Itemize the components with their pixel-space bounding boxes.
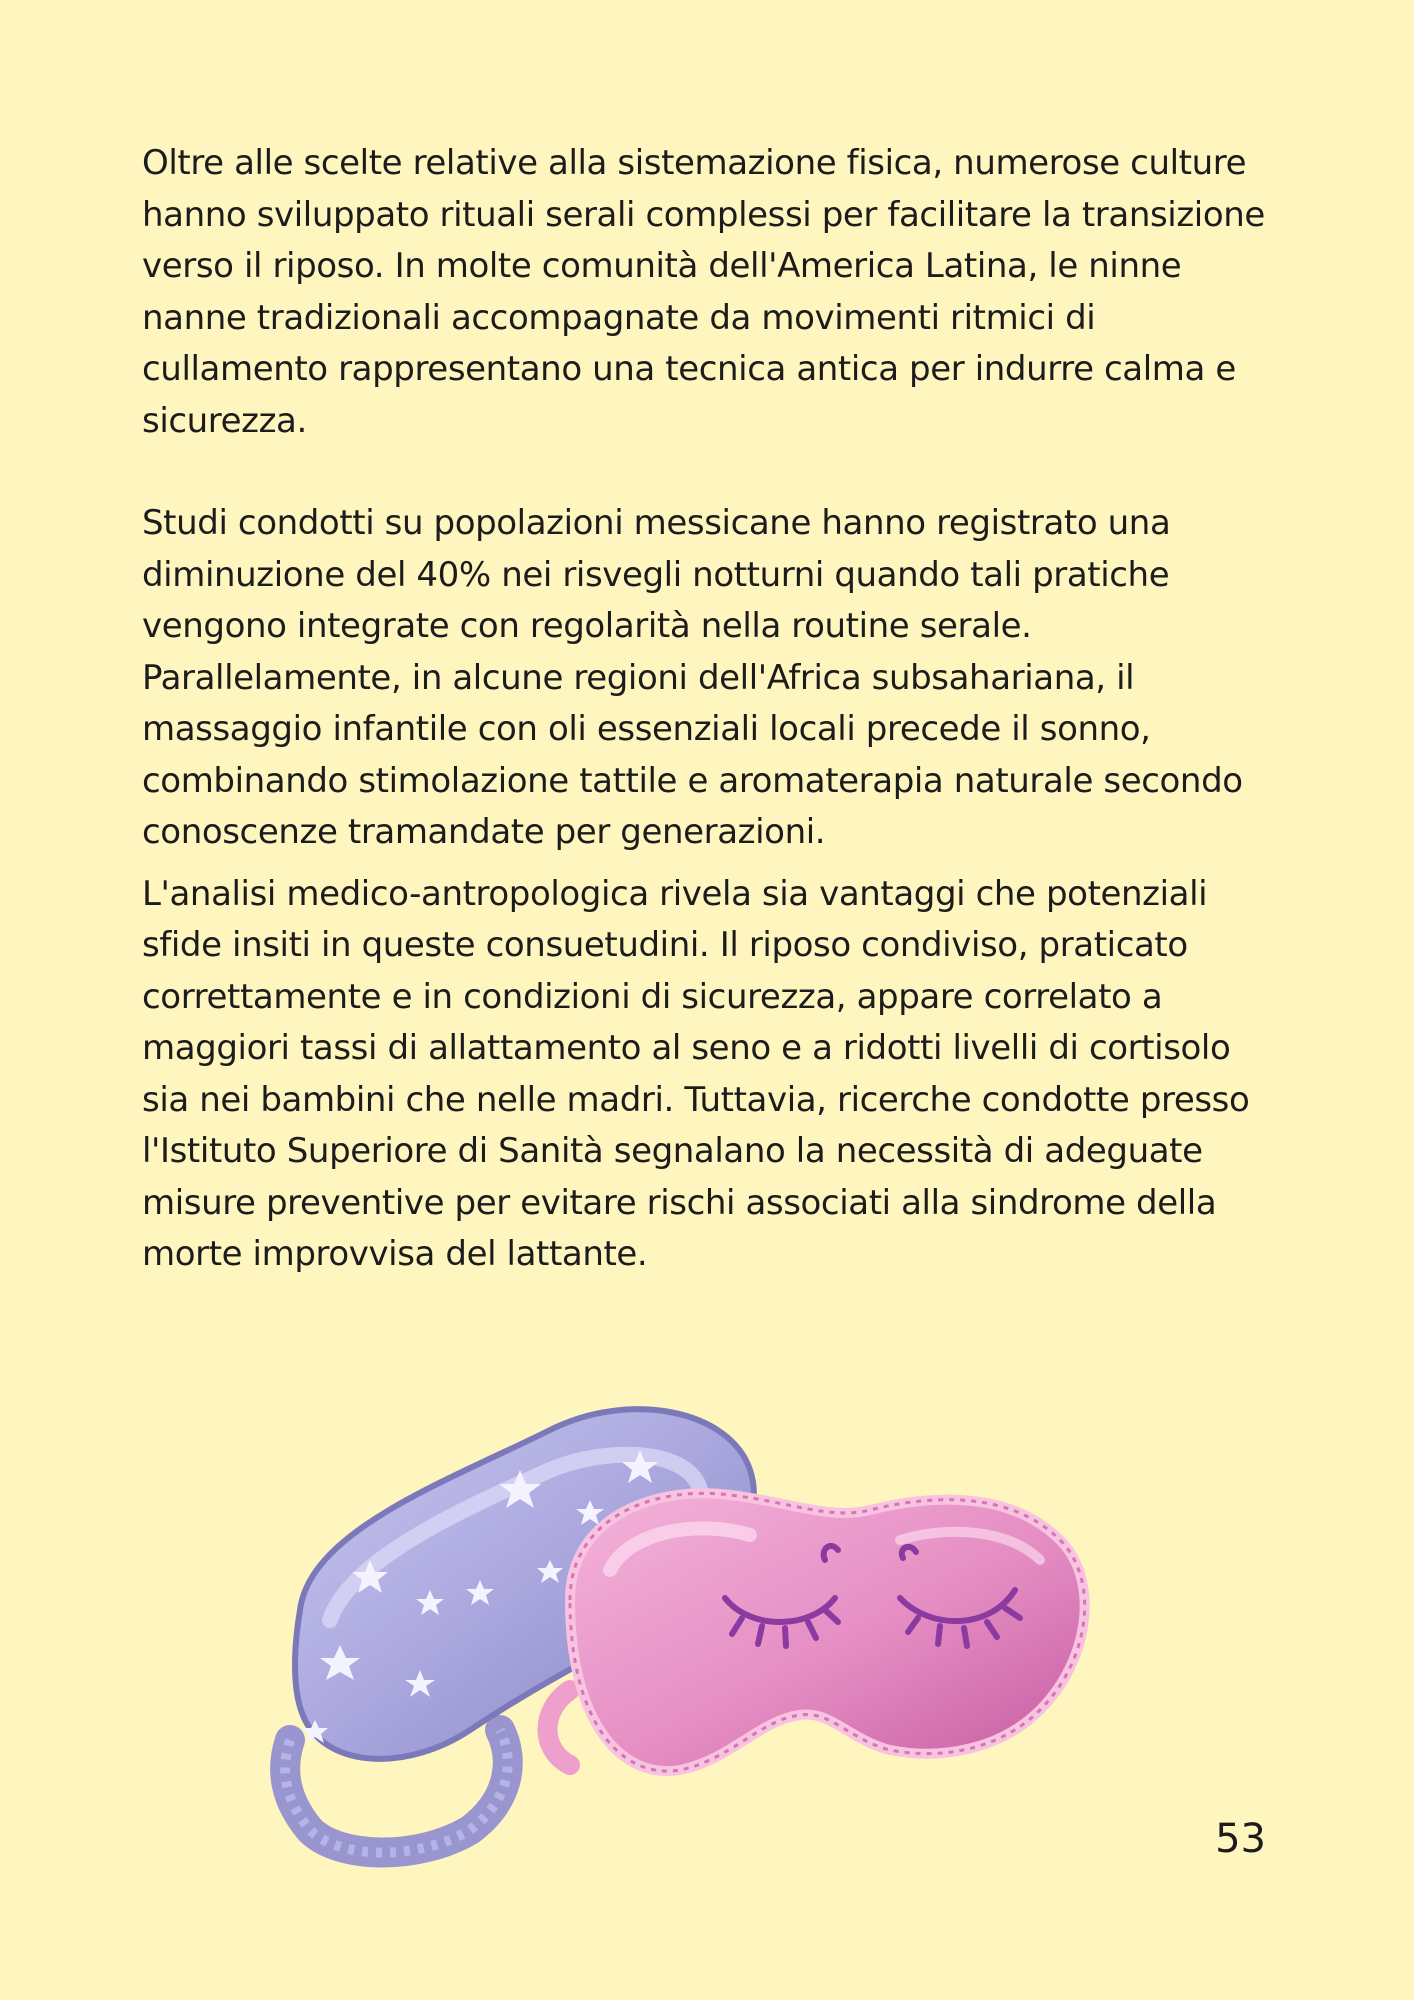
paragraph-2: Studi condotti su popolazioni messicane hanno registrato una diminuzione del 40% nei risvegli notturni quando tali pratiche vengono integrate con regolarità nella routine serale. Parallelamente, in alcune regioni dell'Africa subsahariana, il massaggio infantile con oli essenziali locali precede il sonno, combinando stimolazione tattile e aromaterapia naturale secondo conoscenze tramandate per generazioni. [142,503,1243,852]
sleep-mask-pink-eyes-icon [548,1493,1085,1771]
paragraph-3: L'analisi medico-antropologica rivela sia vantaggi che potenziali sfide insiti in queste consuetudini. Il riposo condiviso, praticato correttamente e in condizioni di sicurezza, appare correlato a maggiori tassi di allattamento al seno e a ridotti livelli di cortisolo sia nei bambini che nelle madri. Tuttavia, ricerche condotte presso l'Istituto Superiore di Sanità segnalano la necessità di adeguate misure preventive per evitare rischi associati alla sindrome della morte improvvisa del lattante. [142,873,1250,1274]
body-text [142,138,1282,1281]
sleep-masks-illustration [270,1390,1150,1870]
page-number: 53 [1215,1816,1266,1862]
paragraph-1: Oltre alle scelte relative alla sistemazione fisica, numerose culture hanno sviluppato rituali serali complessi per facilitare la transizione verso il riposo. In molte comunità dell'America Latina, le ninne nanne tradizionali accompagnate da movimenti ritmici di cullamento rappresentano una tecnica antica per indurre calma e sicurezza. [142,143,1265,441]
